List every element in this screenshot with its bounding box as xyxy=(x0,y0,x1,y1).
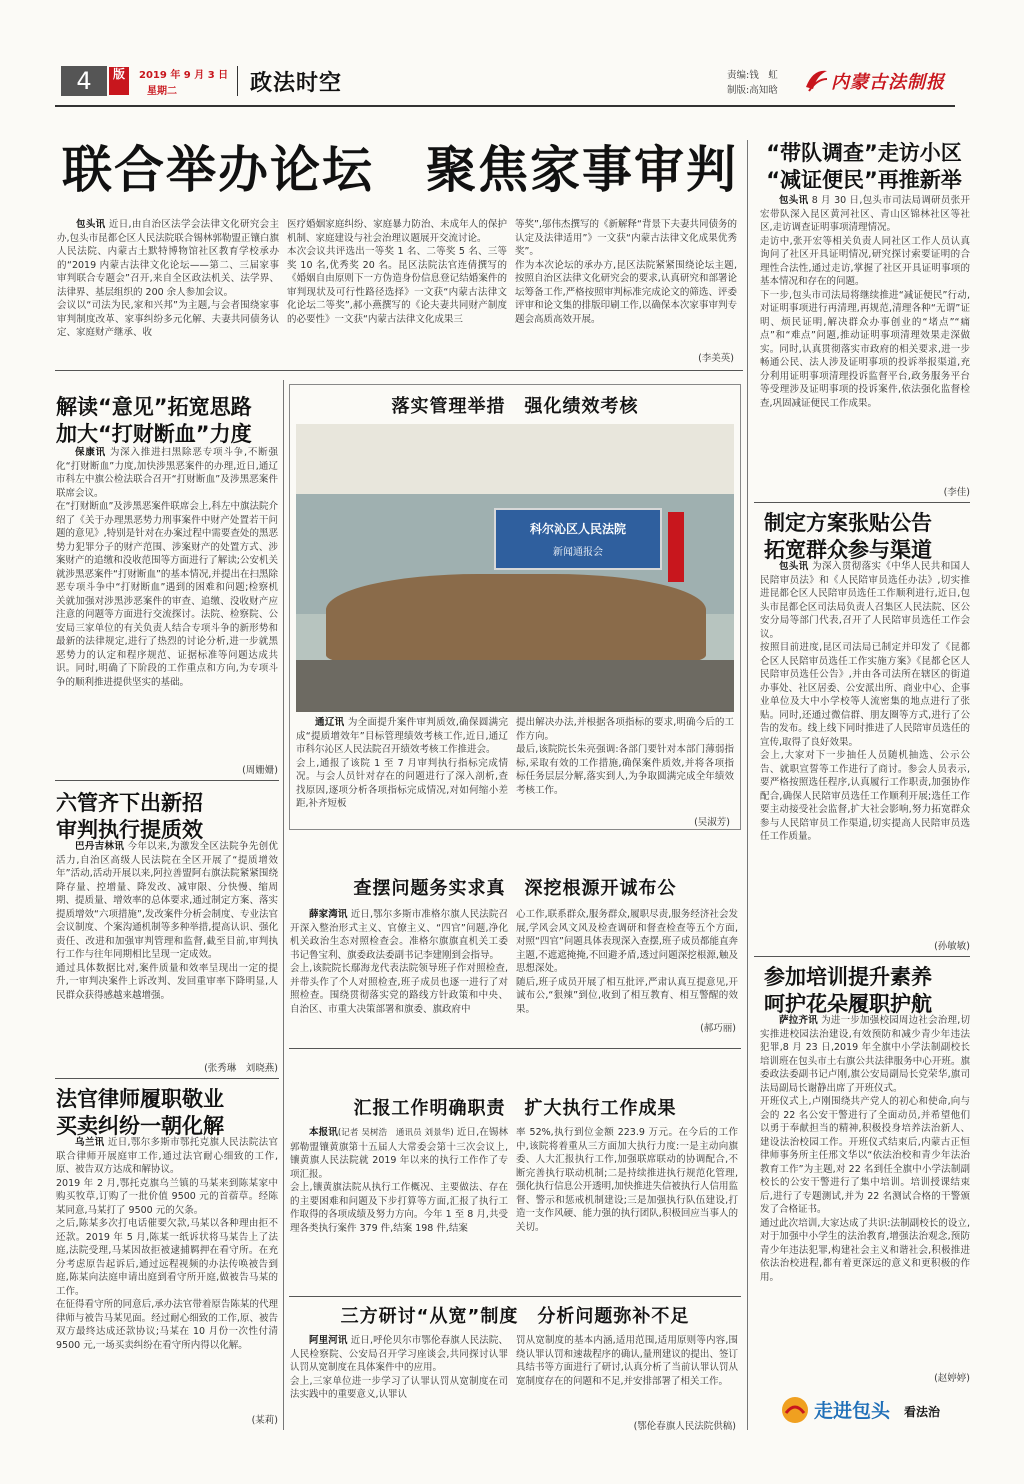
photo-screen-title: 科尔沁区人民法院 xyxy=(529,522,626,536)
footer-logo-title: 走进包头 xyxy=(814,1400,891,1422)
daidui-signature: (李佳) xyxy=(943,487,970,498)
canjia-signature: (赵婷婷) xyxy=(934,1373,970,1384)
page-ban-label: 版 xyxy=(109,67,129,95)
chazhao-col1: 薛家湾讯 近日,鄂尔多斯市准格尔旗人民法院召开深入整治形式主义、官僚主义、“四官”问题,净化机关政治生态对照检查会。准格尔旗旗直机关工委书记鲁宝利、旗委政法委副书记李建刚到会指导。 会上,该院院长鄢海龙代表法院领导班子作对照检查,并带头作了个人对照检查,班子成员也逐一进行了对照检查。围绕贯彻落实党的路线方针政策和中央、自治区、市重大决策部署和旗委、旗政府中 xyxy=(290,909,508,1015)
page-number-box xyxy=(61,66,107,96)
faguan-headline: 法官律师履职敬业 买卖纠纷一朝化解 xyxy=(56,1087,224,1138)
masthead-rule xyxy=(55,105,955,107)
liuguan-headline: 六管齐下出新招 审判执行提质效 xyxy=(56,791,203,842)
zhiding-body: 包头讯 为深入贯彻落实《中华人民共和国人民陪审员法》和《人民陪审员选任办法》,切实推进昆都仑区人民陪审员选任工作顺利进行,近日,包头市昆都仑区司法局负责人召集区人民法院、区公安分局等部门代表,召开了人民陪审员选任工作会议。 按照目前进度,昆区司法局已制定并印发了《昆都仑区人民陪审员选任工作实施方案》《昆都仑区人民陪审员选任公告》,并由各司法所在辖区的街道办事处、社区居委、公安派出所、商业中心、企事业单位及大中小学校等人流密集的地点进行了张贴。同时,还通过微信群、朋友圈等方式,进行了公告的发布。线上线下同时推进了人民陪审员选任的宣传,取得了良好效果。 会上,大家对下一步抽任人员随机抽选、公示公告、就职宣誓等工作进行了商讨。参会人员表示,要严格按照选任程序,认真履行工作职责,加强协作配合,确保人民陪审员选任工作顺利开展;选任工作要主动接受社会监督,扩大社会影响,努力拓宽群众参与人民陪审员工作渠道,切实提高人民陪审员选任工作质量。 xyxy=(760,561,970,842)
luoshi-col2: 提出解决办法,并根据各项指标的要求,明确今后的工作方向。 最后,该院院长朱亮强调:各部门要针对本部门薄弱指标,采取有效的工作措施,确保案件质效,并将各项指标任务层层分解,落实到人,为争取圆满完成全年绩效考核工作。 xyxy=(516,717,734,796)
chazhao-headline: 查摆问题务实求真 深挖根源开诚布公 xyxy=(353,878,677,899)
huibao-col2: 率 52%,执行到位金额 223.9 万元。在今后的工作中,该院将着重从三方面加大执行力度:一是主动向旗委、人大汇报执行工作,加强联席联动的协调配合,不断完善执行联动机制;二是持续推进执行规范化管理,强化执行信息公开透明,加快推进失信被执行人信用监督、警示和惩戒机制建设;三是加强执行队伍建设,打造一支作风硬、能力强的执行团队,积极回应当事人的关切。 xyxy=(516,1127,738,1233)
photo-ceiling xyxy=(296,424,734,494)
jiedu-body: 保康讯 为深入推进扫黑除恶专项斗争,不断强化“打财断血”力度,加快涉黑恶案件的办理,近日,通辽市科左中旗公检法联合召开“打财断血”及涉黑恶案件联席会议。 在“打财断血”及涉黑恶案件联席会上,科左中旗法院介绍了《关于办理黑恶势力刑事案件中财产处置若干问题的意见》,特别是针对在办案过程中需要查处的黑恶势力犯罪分子的财产范围、涉案财产的处置方式、涉案财产的追缴和没收范围等方面进行了解读;公安机关就涉黑恶案件“打财断血”的基本情况,并提出在扫黑除恶专项斗争中“打财断血”遇到的困难和问题;检察机关就加强对涉黑涉恶案件的审查、追缴、没收财产应注意的问题等方面进行交流探讨。法院、检察院、公安局三家单位的有关负责人结合专项斗争的新形势和最新的法律规定,进行了热烈的讨论分析,进一步就黑恶势力的认定和程序规范、证据标准等问题达成共识。同时,明确了下阶段的工作重点和方向,为专项斗争的顺利推进提供坚实的基础。 xyxy=(56,447,278,688)
center-rule-1 xyxy=(289,1048,741,1049)
paper-name: 内蒙古法制报 xyxy=(831,72,945,93)
lead-col2: 医疗婚姻家庭纠纷、家庭暴力防治、未成年人的保护机制、家庭建设与社会治理议题展开交流讨论。 本次会议共评选出一等奖 1 名、二等奖 5 名、三等奖 10 名,优秀奖 20 名。昆区法院法官连倩撰写的《婚姻自由原则下一方伪造身份信息登记结婚案件的审判现状及可行性路径选择》一文获“内蒙古法律文化论坛二等奖”,郝小燕撰写的《论夫妻共同财产制度的必要性》一文获“内蒙古法律文化成果三 xyxy=(287,219,507,325)
paper-logo-emblem-icon xyxy=(803,67,829,93)
chazhao-col2: 心工作,联系群众,服务群众,履职尽责,服务经济社会发展,学风会风文风及检查调研和督查检查等五个方面,对照“四官”问题具体表现深入查摆,班子成员都能直奔主题,不遮遮掩掩,不回避矛盾,透过问题深挖根源,触及思想深处。 随后,班子成员开展了相互批评,严肃认真互提意见,开诚布公,“狠辣”到位,收到了相互教育、相互警醒的效果。 xyxy=(516,909,738,1015)
photo-flag xyxy=(668,512,684,582)
footer-logo-subtitle: 看法治 xyxy=(904,1405,941,1419)
chazhao-signature: (郝巧丽) xyxy=(700,1023,736,1034)
issue-weekday: 星期二 xyxy=(147,86,177,97)
sanfang-col1: 阿里河讯 近日,呼伦贝尔市鄂伦春旗人民法院、人民检察院、公安局召开学习座谈会,共同探讨认罪认罚从宽制度在具体案件中的应用。 会上,三家单位进一步学习了认罪认罚从宽制度在司法实践中的重要意义,认罪认 xyxy=(290,1335,508,1400)
photo-floor xyxy=(296,660,734,712)
left-rule-2 xyxy=(55,1078,279,1079)
lead-col3: 等奖”,邬伟杰撰写的《新解释“背景下夫妻共同债务的认定及法律适用”》一文获“内蒙古法律文化成果优秀奖”。 作为本次论坛的承办方,昆区法院紧紧围绕论坛主题,按照自治区法律文化研究会的要求,认真研究和部署论坛筹备工作,严格按照审判标准完成论文的筛选、评委评审和论文集的排版印刷工作,以确保本次家事审判专题会高质高效开展。 xyxy=(515,219,737,325)
faguan-body: 乌兰讯 近日,鄂尔多斯市鄂托克旗人民法院法官联合律师开展庭审工作,通过法官耐心细致的工作,原、被告双方达成和解协议。 2019 年 2 月,鄂托克旗乌兰镇的马某来到陈某家中购买牧草,订购了一批价值 9500 元的首蓿草。经陈某同意,马某打了 9500 元的欠条。 之后,陈某多次打电话催要欠款,马某以各种理由拒不还款。2019 年 5 月,陈某一纸诉状将马某告上了法庭,法院受理,马某因故拒被逮捕羁押在看守所。在充分考虑原告起诉后,通过远程视频的办法传唤被告到庭,陈某向法庭申请出庭到看守所开庭,做被告马某的工作。 在征得看守所的同意后,承办法官带着原告陈某的代理律师与被告马某见面。经过耐心细致的工作,原、被告双方最终达成还款协议;马某在 10 月份一次性付清 9500 元,一场买卖纠纷在看守所内得以化解。 xyxy=(56,1137,278,1351)
daidui-headline: “带队调查”走访小区 “减证便民”再推新举 xyxy=(766,141,962,192)
zhiding-headline: 制定方案张贴公告 拓宽群众参与渠道 xyxy=(764,511,932,562)
daidui-body: 包头讯 8 月 30 日,包头市司法局调研员张开宏带队深入昆区黄河社区、青山区锦林社区等社区,走访调查证明事项清理情况。 走访中,张开宏等相关负责人同社区工作人员认真询问了社区开具证明情况,研究探讨索要证明的合理性合法性,通过走访,掌握了社区开具证明事项的基本情况和存在的问题。 下一步,包头市司法局将继续推进“减证便民”行动,对证明事项进行再清理,再规范,清理各种“无谓”证明、烦民证明,解决群众办事创业的“堵点”“痛点”和“难点”问题,推动证明事项清理效果走深做实。同时,认真贯彻落实市政府的相关要求,进一步畅通公民、法人涉及证明事项的投诉举报渠道,充分利用证明事项清理投诉监督平台,政务服务平台等受理涉及证明事项的投诉案件,依法强化监督检查,巩固减证便民工作成果。 xyxy=(760,195,970,409)
footer-logo-emblem-icon xyxy=(780,1395,810,1425)
section-title: 政法时空 xyxy=(250,71,343,96)
editor-credit: 责编:钱 虹 xyxy=(727,70,778,81)
liuguan-body: 巴丹吉林讯 今年以来,为激发全区法院争先创优活力,自治区高级人民法院在全区开展了“提质增效年”活动,活动开展以来,阿拉善盟阿右旗法院紧紧围绕降存量、控增量、降发改、减审限、分快慢、缩周期、提质量、增效率的总体要求,通过制定方案、落实提质增效“六项措施”,发改案件分析会制度、专业法官会议制度、个案沟通机制等多种举措,提高认识、强化责任、改进和加强审判管理和监督,截至目前,审判执行工作与往年同期相比呈现一定成效。 通过具体数据比对,案件质量和效率呈现出一定的提升,一审判决案件上诉改判、发回重审率下降明显,人民群众获得感越来越增强。 xyxy=(56,841,278,1001)
photo-table xyxy=(326,574,706,664)
canjia-body: 萨拉齐讯 为进一步加强校园周边社会治理,切实推进校园法治建设,有效预防和减少青少年违法犯罪,8 月 23 日,2019 年全旗中小学法制副校长培训班在包头市土右旗公共法律服务中心开班。旗委政法委副书记卢刚,旗公安局副局长党荣华,旗司法局副局长谢静出席了开班仪式。 开班仪式上,卢刚围绕共产党人的初心和使命,向与会的 22 名公安干警进行了全面动员,并希望他们以勇于奉献担当的精神,积极投身培养法治新人、建设法治校园工作。开班仪式结束后,内蒙古正恒律师事务所主任邢文华以“依法治校和青少年法治教育工作”为主题,对 22 名到任全旗中小学法制副校长的公安干警进行了集中培训。培训授课结束后,进行了专题测试,并为 22 名测试合格的干警颁发了合格证书。 通过此次培训,大家达成了共识:法制副校长的设立,对于加强中小学生的法治教育,增强法治观念,预防青少年违法犯罪,构建社会主义和谐社会,积极推进依法治校进程,都有着更深远的意义和更积极的作用。 xyxy=(760,1015,970,1283)
paper-logo xyxy=(803,66,953,94)
sanfang-signature: (鄂伦春旗人民法院供稿) xyxy=(633,1421,736,1432)
luoshi-headline: 落实管理举措 强化绩效考核 xyxy=(391,396,639,417)
masthead-divider xyxy=(237,66,238,96)
left-rule-1 xyxy=(55,780,279,781)
lead-signature: (李美英) xyxy=(698,353,734,364)
center-rule-2 xyxy=(289,1296,741,1297)
luoshi-signature: (吴淑芳) xyxy=(694,817,730,828)
jiedu-signature: (周姗姗) xyxy=(242,765,278,776)
luoshi-col1: 通辽讯 为全面提升案件审判质效,确保圆满完成“提质增效年”目标管理绩效考核工作,近日,通辽市科尔沁区人民法院召开绩效考核工作推进会。 会上,通报了该院 1 至 7 月审判执行指标完成情况。与会人员针对存在的问题进行了深入剖析,查找原因,逐项分析各项指标完成情况,对如何缩小差距,补齐短板 xyxy=(296,717,508,809)
lead-col1: 包头讯 近日,由自治区法学会法律文化研究会主办,包头市昆都仑区人民法院联合锡林郭勒盟正镶白旗人民法院、内蒙古土默特博物馆社区教育学校承办的“2019 内蒙古法律文化论坛——第二、三届家事审判联合专题会”召开,来自全区政法机关、法学界、法律界、基层组织的 200 余人参加会议。 会议以“司法为民,家和兴邦”为主题,与会者围绕家事审判制度改革、家事纠纷多元化解、夫妻共同债务认定、家庭财产继承、收 xyxy=(57,219,279,338)
producer-credit: 制版:高知晗 xyxy=(727,85,778,96)
lead-bottom-rule xyxy=(55,370,743,371)
photo-screen xyxy=(494,508,662,570)
footer-logo xyxy=(780,1394,970,1426)
page-number: 4 xyxy=(76,67,92,95)
left-column-divider xyxy=(283,380,284,1430)
right-rule-1 xyxy=(754,502,970,503)
liuguan-signature: (张秀琳 刘晓燕) xyxy=(204,1063,278,1074)
faguan-signature: (某莉) xyxy=(251,1415,278,1426)
huibao-col1: 本报讯(记者 吴树浩 通讯员 刘景华) 近日,在锡林郭勒盟镶黄旗第十五届人大常委会第十三次会议上,镶黄旗人民法院就 2019 年以来的执行工作作了专项汇报。 会上,镶黄旗法院从执行工作概况、主要做法、存在的主要困难和问题及下步打算等方面,汇报了执行工作取得的各项成绩及努力方向。今年 1 至 8 月,共受理各类执行案件 379 件,结案 198 件,结案 xyxy=(290,1127,508,1234)
sanfang-headline: 三方研讨“从宽”制度 分析问题弥补不足 xyxy=(340,1306,690,1327)
photo-screen-subtitle: 新闻通报会 xyxy=(553,547,603,558)
zhiding-signature: (孙敏敏) xyxy=(934,941,970,952)
sanfang-col2: 罚从宽制度的基本内涵,适用范围,适用原则等内容,围绕认罪认罚和速裁程序的确认,量刑建议的提出、签订具结书等方面进行了研讨,认真分析了当前认罪认罚从宽制度存在的问题和不足,并安排部署了相关工作。 xyxy=(516,1335,738,1387)
right-rule-2 xyxy=(754,956,970,957)
issue-date: 2019 年 9 月 3 日 xyxy=(139,70,229,81)
canjia-headline: 参加培训提升素养 呵护花朵履职护航 xyxy=(764,965,932,1016)
huibao-headline: 汇报工作明确职责 扩大执行工作成果 xyxy=(353,1098,677,1119)
lead-headline: 联合举办论坛 聚焦家事审判 xyxy=(62,141,738,199)
jiedu-headline: 解读“意见”拓宽思路 加大“打财断血”力度 xyxy=(56,395,252,446)
right-column-divider xyxy=(747,140,748,1430)
masthead xyxy=(55,66,955,102)
luoshi-photo xyxy=(296,424,734,712)
